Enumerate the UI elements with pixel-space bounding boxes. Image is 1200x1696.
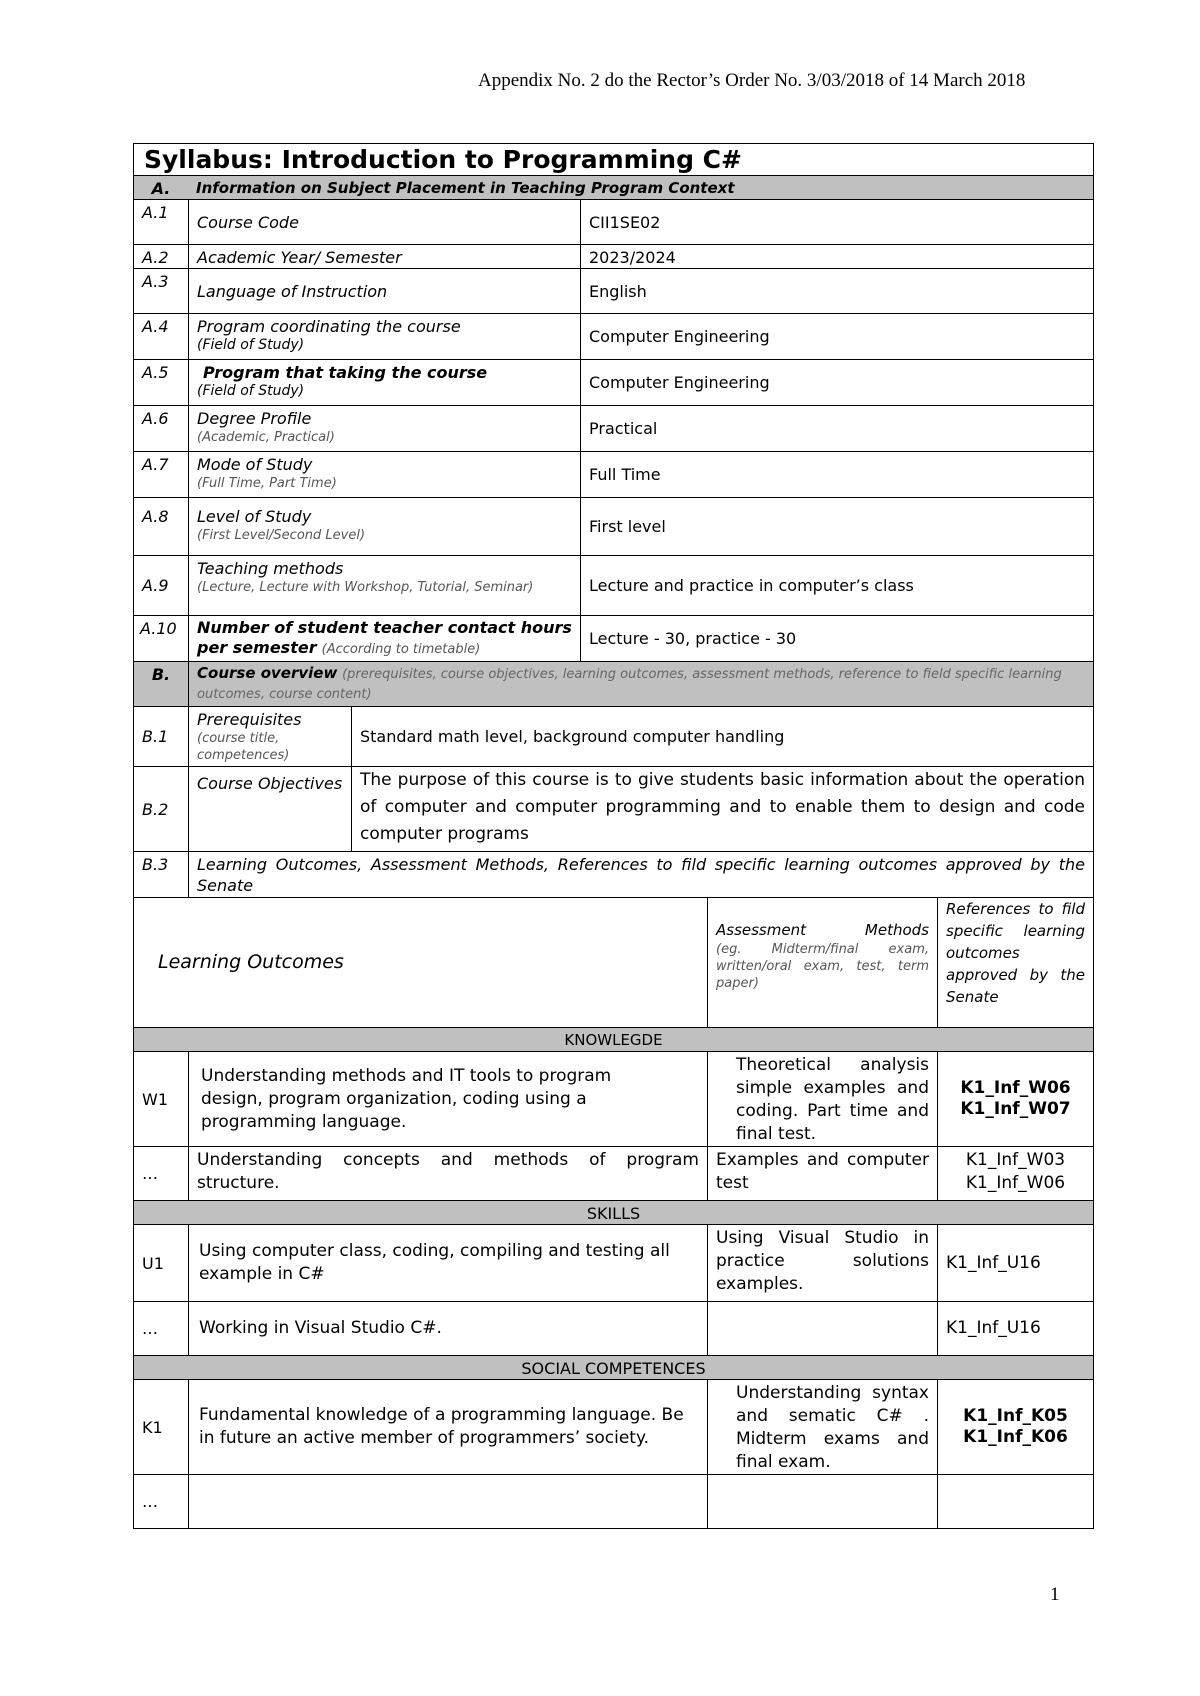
row-label-sub: (Full Time, Part Time) <box>197 476 337 491</box>
outcome-code: U1 <box>142 1253 164 1273</box>
row-a4 <box>133 314 1094 360</box>
row-label-sub: (course title, competences) <box>197 731 290 763</box>
ref-code: K1_Inf_K05 <box>963 1406 1068 1426</box>
skills-row-2 <box>133 1302 1094 1356</box>
row-label-cell <box>188 556 580 615</box>
row-value: CII1SE02 <box>580 200 1093 244</box>
outcome-code: … <box>142 1164 158 1183</box>
ref-code: K1_Inf_W06 <box>965 1173 1066 1193</box>
row-label-cell <box>188 498 580 555</box>
skills-heading <box>133 1201 1094 1225</box>
assessment-text: Examples and computer test <box>707 1147 937 1200</box>
ref-code: K1_Inf_W03 <box>965 1150 1066 1170</box>
row-a9 <box>133 556 1094 616</box>
refs-cell <box>937 1475 1093 1528</box>
row-code: B.3 <box>142 855 169 874</box>
section-a-heading <box>133 176 1094 200</box>
skills-heading-text: SKILLS <box>586 1204 641 1223</box>
social-heading <box>133 1356 1094 1380</box>
ref-code: K1_Inf_U16 <box>946 1318 1041 1338</box>
row-label-sub: (Field of Study) <box>197 337 305 353</box>
row-b1 <box>133 707 1094 767</box>
row-label: Course Code <box>188 200 580 244</box>
row-code: A.6 <box>142 409 169 428</box>
row-label: Academic Year/ Semester <box>188 245 580 268</box>
row-value: Lecture - 30, practice - 30 <box>580 616 1093 661</box>
ref-code: K1_Inf_U16 <box>946 1252 1041 1273</box>
page-title: Syllabus: Introduction to Programming C# <box>144 145 742 174</box>
row-label-sub: (According to timetable) <box>321 642 481 657</box>
section-b-title: Course overview <box>197 664 338 682</box>
row-label: Mode of Study <box>197 455 313 474</box>
page-number: 1 <box>1050 1584 1060 1605</box>
row-value: Full Time <box>580 452 1093 497</box>
row-label: Language of Instruction <box>188 269 580 313</box>
outcome-text: Understanding methods and IT tools to program design, program organization, coding using a programming language. <box>188 1052 707 1146</box>
assessment-text: Theoretical analysis simple examples and coding. Part time and final test. <box>707 1052 937 1146</box>
knowledge-row-w1 <box>133 1052 1094 1147</box>
lo-header-assessment-cell <box>707 898 937 1027</box>
row-code: A.5 <box>142 363 169 382</box>
assessment-text: Understanding syntax and sematic C# . Midterm exams and final exam. <box>707 1380 937 1474</box>
row-code: A.2 <box>142 248 169 267</box>
row-a6 <box>133 406 1094 452</box>
row-label-sub: (Field of Study) <box>197 383 305 399</box>
assessment-text <box>707 1475 937 1528</box>
section-b-title-sub: (prerequisites, course objectives, learning outcomes, assessment methods, reference to field specific learning outcomes, course content) <box>197 667 1062 702</box>
row-a3 <box>133 269 1094 314</box>
row-a10 <box>133 616 1094 662</box>
row-label-cell <box>188 360 580 405</box>
refs-cell <box>937 1225 1093 1301</box>
outcome-code: W1 <box>142 1089 168 1109</box>
row-label-cell <box>188 314 580 359</box>
row-code: A.7 <box>142 455 169 474</box>
row-value: English <box>580 269 1093 313</box>
row-label: Program coordinating the course <box>197 317 461 336</box>
section-b-title-cell <box>188 662 1093 706</box>
row-label-cell <box>188 452 580 497</box>
social-heading-text: SOCIAL COMPETENCES <box>521 1359 706 1378</box>
row-label: Prerequisites <box>197 710 302 729</box>
social-row-k1 <box>133 1380 1094 1475</box>
section-b-code: B. <box>151 665 171 684</box>
knowledge-row-2 <box>133 1147 1094 1201</box>
knowledge-heading-text: KNOWLEGDE <box>564 1031 663 1049</box>
row-b3 <box>133 852 1094 898</box>
outcome-code: … <box>142 1319 158 1338</box>
row-label-cell <box>188 406 580 451</box>
outcome-text: Working in Visual Studio C#. <box>188 1302 707 1355</box>
row-label: Degree Profile <box>197 409 312 428</box>
ref-code: K1_Inf_W07 <box>960 1099 1071 1119</box>
lo-header-references: References to fild specific learning outcomes approved by the Senate <box>937 898 1093 1027</box>
assessment-text <box>707 1302 937 1355</box>
refs-cell <box>937 1052 1093 1146</box>
outcome-text <box>188 1475 707 1528</box>
row-value: Computer Engineering <box>580 314 1093 359</box>
row-a2 <box>133 245 1094 269</box>
row-value: First level <box>580 498 1093 555</box>
lo-header-outcomes: Learning Outcomes <box>158 951 344 973</box>
ref-code: K1_Inf_W06 <box>960 1078 1071 1098</box>
row-value: The purpose of this course is to give students basic information about the operation of computer and computer programming and to enable them to design and code computer programs <box>351 767 1093 851</box>
row-a1 <box>133 200 1094 245</box>
section-a-code: A. <box>151 179 171 198</box>
section-b-heading <box>133 662 1094 707</box>
assessment-text: Using Visual Studio in practice solutions examples. <box>707 1225 937 1301</box>
title-row <box>133 143 1094 176</box>
ref-code: K1_Inf_K06 <box>963 1427 1068 1447</box>
header-note: Appendix No. 2 do the Rector’s Order No. 3/03/2018 of 14 March 2018 <box>478 70 1026 91</box>
outcome-text: Understanding concepts and methods of program structure. <box>188 1147 707 1200</box>
row-value: Practical <box>580 406 1093 451</box>
row-code: A.9 <box>142 576 169 595</box>
outcome-code: K1 <box>142 1417 163 1437</box>
row-label: Learning Outcomes, Assessment Methods, References to fild specific learning outcomes approved by the Senate <box>188 852 1093 897</box>
row-label-cell <box>188 616 580 661</box>
row-value: Computer Engineering <box>580 360 1093 405</box>
row-a5 <box>133 360 1094 406</box>
row-label-sub: (Lecture, Lecture with Workshop, Tutorial, Seminar) <box>197 580 534 595</box>
refs-cell <box>937 1380 1093 1474</box>
refs-cell <box>937 1302 1093 1355</box>
row-label-sub: (Academic, Practical) <box>197 430 335 445</box>
row-label: Number of student teacher contact hours per semester <box>197 618 572 657</box>
row-value: Standard math level, background computer handling <box>351 707 1093 766</box>
refs-cell <box>937 1147 1093 1200</box>
row-a8 <box>133 498 1094 556</box>
outcome-text: Fundamental knowledge of a programming language. Be in future an active member of programmers’ society. <box>188 1380 707 1474</box>
row-label: Level of Study <box>197 507 312 526</box>
row-label: Program that taking the course <box>203 363 488 382</box>
syllabus-table <box>133 143 1094 1529</box>
skills-row-u1 <box>133 1225 1094 1302</box>
row-value: Lecture and practice in computer’s class <box>580 556 1093 615</box>
row-code: B.2 <box>142 799 169 819</box>
outcome-code: … <box>142 1492 158 1511</box>
row-label: Course Objectives <box>188 767 351 851</box>
row-code: B.1 <box>142 727 169 746</box>
row-a7 <box>133 452 1094 498</box>
row-b2 <box>133 767 1094 852</box>
section-a-title: Information on Subject Placement in Teaching Program Context <box>196 179 735 197</box>
row-code: A.10 <box>140 619 177 638</box>
row-code: A.4 <box>142 317 169 336</box>
lo-header-assessment: Assessment Methods <box>716 921 929 939</box>
row-label-cell <box>188 707 351 766</box>
row-code: A.8 <box>142 507 169 526</box>
row-label: Teaching methods <box>197 559 344 578</box>
outcome-text: Using computer class, coding, compiling and testing all example in C# <box>188 1225 707 1301</box>
lo-header-row <box>133 898 1094 1028</box>
row-code: A.1 <box>142 203 169 222</box>
row-code: A.3 <box>142 272 169 291</box>
row-value: 2023/2024 <box>580 245 1093 268</box>
lo-header-assessment-sub: (eg. Midterm/final exam, written/oral exam, test, term paper) <box>716 942 929 991</box>
social-row-2 <box>133 1475 1094 1529</box>
row-label-sub: (First Level/Second Level) <box>197 528 366 543</box>
knowledge-heading <box>133 1028 1094 1052</box>
